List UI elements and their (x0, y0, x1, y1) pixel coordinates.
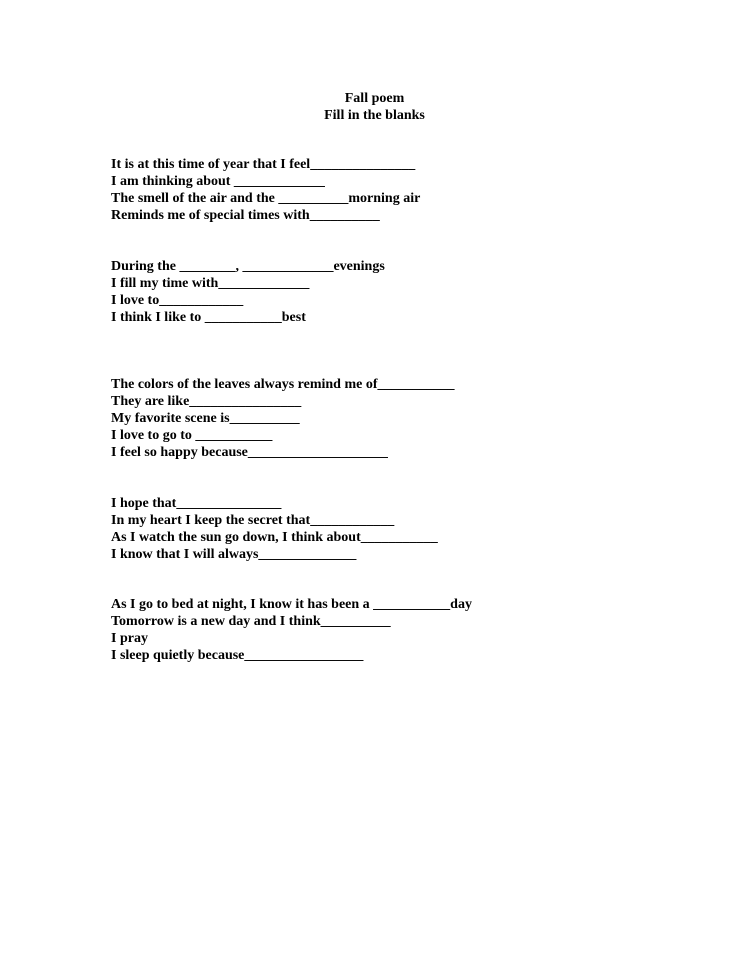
poem-line: I hope that_______________ (111, 496, 282, 511)
poem-line: The smell of the air and the __________morning air (111, 191, 421, 206)
poem-line: As I watch the sun go down, I think about___________ (111, 530, 438, 545)
poem-line: I am thinking about _____________ (111, 174, 325, 189)
poem-line: The colors of the leaves always remind me of___________ (111, 377, 455, 392)
poem-line: I fill my time with_____________ (111, 276, 310, 291)
poem-line: I pray (111, 631, 148, 646)
poem-line: I love to go to ___________ (111, 428, 273, 443)
poem-line: They are like________________ (111, 394, 302, 409)
poem-line: I know that I will always______________ (111, 547, 357, 562)
poem-line: I think I like to ___________best (111, 310, 306, 325)
poem-line: Tomorrow is a new day and I think__________ (111, 614, 391, 629)
poem-line: I feel so happy because____________________ (111, 445, 388, 460)
stanza-1 (111, 156, 731, 224)
poem-line: I sleep quietly because_________________ (111, 648, 364, 663)
poem-line: I love to____________ (111, 293, 244, 308)
poem-line: It is at this time of year that I feel_______________ (111, 157, 416, 172)
stanza-3 (111, 376, 731, 461)
poem-line: My favorite scene is__________ (111, 411, 300, 426)
stanza-5 (111, 596, 731, 664)
header (0, 90, 749, 124)
poem-line: In my heart I keep the secret that____________ (111, 513, 395, 528)
poem-line: During the ________, _____________evenings (111, 259, 385, 274)
poem-subtitle: Fill in the blanks (324, 108, 425, 123)
stanza-4 (111, 495, 731, 563)
stanza-2 (111, 258, 731, 326)
poem-title: Fall poem (344, 91, 405, 106)
poem-line: As I go to bed at night, I know it has been a ___________day (111, 597, 472, 612)
poem-line: Reminds me of special times with__________ (111, 208, 380, 223)
